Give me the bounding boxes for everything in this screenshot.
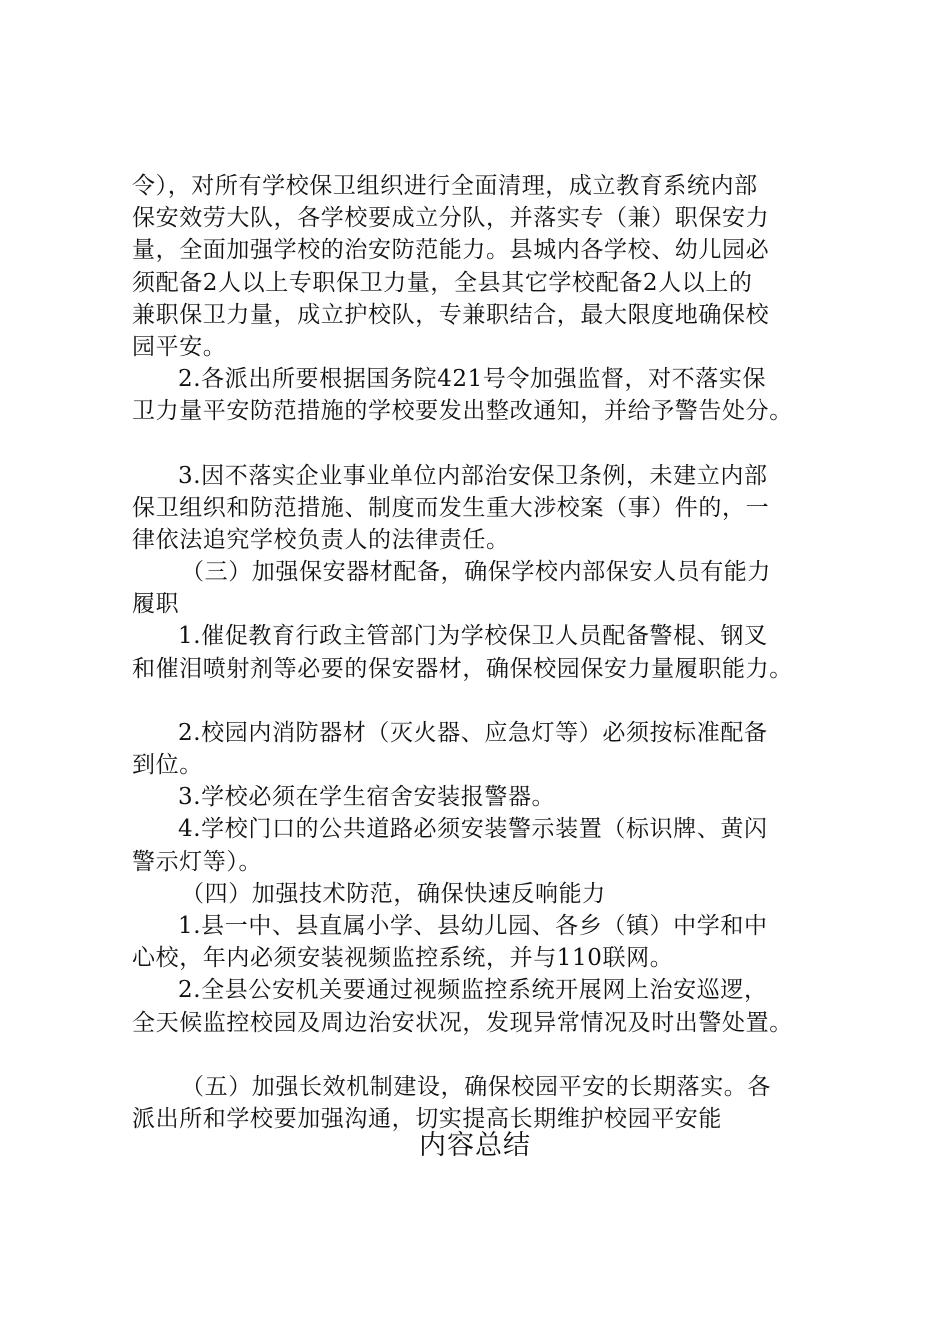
paragraph-line: 保安效劳大队，各学校要成立分队，并落实专（兼）职保安力	[132, 205, 770, 232]
paragraph-line: 兼职保卫力量，成立护校队，专兼职结合，最大限度地确保校	[132, 301, 770, 328]
paragraph-gap	[132, 1039, 822, 1071]
paragraph-line: 心校，年内必须安装视频监控系统，并与110联网。	[132, 945, 674, 972]
paragraph-gap	[132, 428, 822, 460]
paragraph-line: 须配备2人以上专职保卫力量，全县其它学校配备2人以上的	[132, 269, 753, 296]
section-heading: （四）加强技术防范，确保快速反响能力	[181, 880, 606, 907]
paragraph-line: 全天候监控校园及周边治安状况，发现异常情况及时出警处置。	[132, 1009, 793, 1036]
section-heading-continued: 履职	[132, 591, 180, 618]
paragraph-gap	[132, 685, 822, 717]
paragraph-line: 园平安。	[132, 333, 227, 360]
paragraph-line: 1.催促教育行政主管部门为学校保卫人员配备警棍、钢叉	[178, 623, 768, 650]
paragraph-line: 2.各派出所要根据国务院421号令加强监督，对不落实保	[178, 366, 767, 393]
paragraph-line: 2.校园内消防器材（灭火器、应急灯等）必须按标准配备	[178, 719, 768, 746]
document-body	[132, 170, 822, 1135]
paragraph-line: 律依法追究学校负责人的法律责任。	[132, 526, 510, 553]
paragraph-line: 4.学校门口的公共道路必须安装警示装置（标识牌、黄闪	[178, 816, 768, 843]
paragraph-line: 3.学校必须在学生宿舍安装报警器。	[178, 784, 556, 811]
paragraph-line: 令），对所有学校保卫组织进行全面清理，成立教育系统内部	[132, 173, 758, 199]
paragraph-line: 到位。	[132, 752, 203, 778]
section-heading: （五）加强长效机制建设，确保校园平安的长期落实。各	[181, 1073, 771, 1100]
paragraph-line: 和催泪喷射剂等必要的保安器材，确保校园保安力量履职能力。	[132, 655, 793, 682]
paragraph-line: 派出所和学校要加强沟通，切实提高长期维护校园平安能	[132, 1105, 722, 1132]
paragraph-line: 警示灯等）。	[132, 848, 263, 875]
paragraph-line: 保卫组织和防范措施、制度而发生重大涉校案（事）件的，一	[132, 494, 770, 521]
paragraph-line: 量，全面加强学校的治安防范能力。县城内各学校、幼儿园必	[132, 237, 770, 264]
paragraph-line: 卫力量平安防范措施的学校要发出整改通知，并给予警告处分。	[132, 398, 793, 425]
summary-title: 内容总结	[419, 1130, 531, 1161]
paragraph-line: 3.因不落实企业事业单位内部治安保卫条例，未建立内部	[178, 462, 768, 489]
section-heading: （三）加强保安器材配备，确保学校内部保安人员有能力	[181, 559, 771, 586]
paragraph-line: 2.全县公安机关要通过视频监控系统开展网上治安巡逻，	[178, 977, 768, 1004]
paragraph-line: 1.县一中、县直属小学、县幼儿园、各乡（镇）中学和中	[178, 912, 768, 939]
